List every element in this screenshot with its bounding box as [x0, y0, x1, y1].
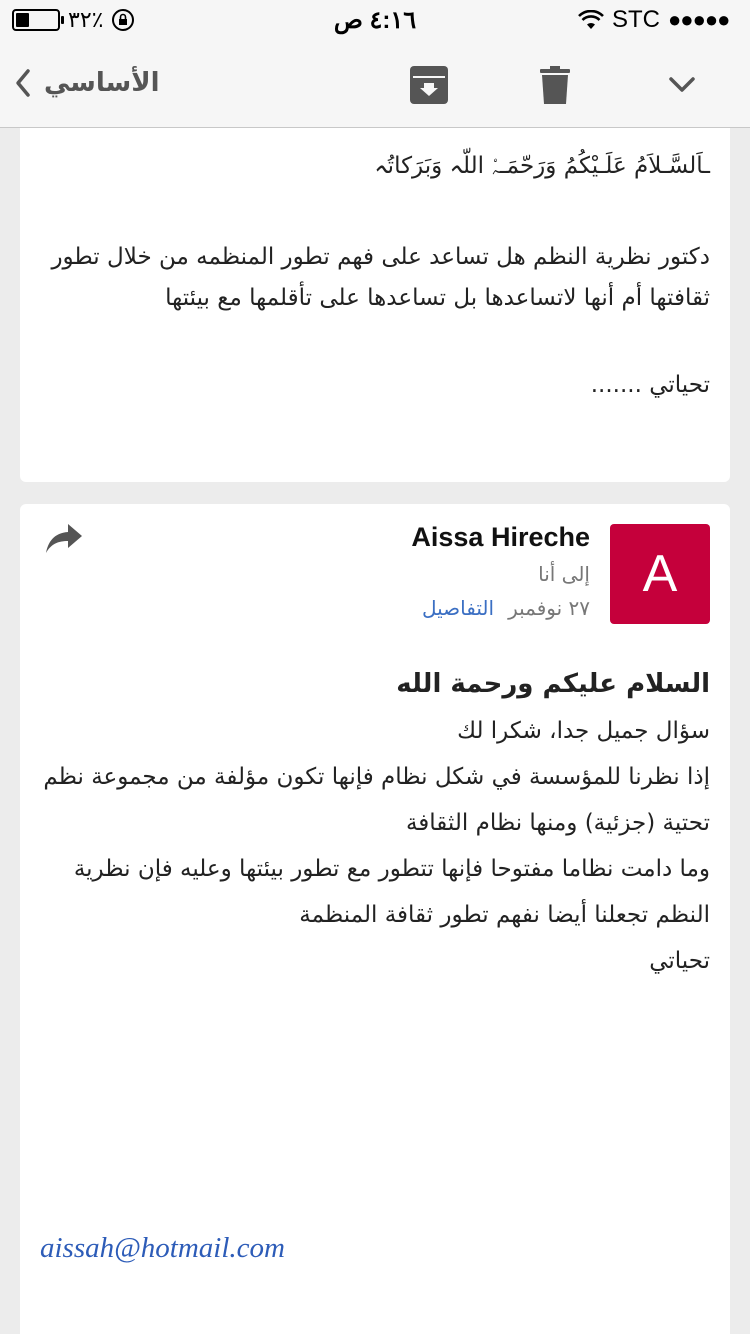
message-line: وما دامت نظاما مفتوحا فإنها تتطور مع تطور بيئتها وعليه فإن نظرية: [73, 856, 710, 882]
message-body: [40, 146, 710, 406]
sender-name[interactable]: Aissa Hireche: [411, 522, 590, 552]
archive-icon[interactable]: [410, 66, 448, 104]
avatar: A: [610, 524, 710, 624]
recipient-line: إلى أنا: [538, 562, 590, 586]
message-line: النظم تجعلنا أيضا نفهم تطور ثقافة المنظمة: [299, 902, 710, 928]
status-time: ٤:١٦ ص: [333, 7, 417, 34]
message-line: ثقافتها أم أنها لاتساعدها بل تساعدها على تأقلمها مع بيئتها: [165, 285, 710, 311]
message-meta: [422, 596, 590, 620]
trash-icon[interactable]: [540, 66, 570, 104]
details-link[interactable]: التفاصيل: [422, 596, 495, 620]
signal-strength: ●●●●●: [668, 7, 730, 32]
message-greeting: السلام عليكم ورحمة الله: [396, 669, 710, 699]
battery-percent: ٣٢٪: [68, 7, 104, 32]
message-card-previous: [20, 128, 730, 482]
wifi-icon: [578, 10, 604, 30]
message-date: ٢٧ نوفمبر: [508, 596, 590, 620]
status-bar: [0, 0, 750, 40]
status-network-group: [578, 6, 729, 34]
carrier-name: STC: [612, 6, 660, 33]
chevron-down-icon[interactable]: [668, 76, 696, 94]
message-signoff: تحياتي: [649, 948, 710, 974]
chevron-left-icon: [14, 68, 32, 98]
email-link[interactable]: aissah@hotmail.com: [40, 1232, 285, 1264]
forward-icon[interactable]: [44, 522, 84, 556]
message-line: إذا نظرنا للمؤسسة في شكل نظام فإنها تكون مؤلفة من مجموعة نظم: [43, 764, 710, 790]
back-label: الأساسي: [44, 68, 160, 98]
back-button[interactable]: [14, 68, 159, 98]
message-card-reply: [20, 504, 730, 1334]
message-line: تحتية (جزئية) ومنها نظام الثقافة: [405, 810, 710, 836]
message-body: [40, 660, 710, 984]
message-line: سؤال جميل جدا، شكرا لك: [457, 718, 710, 744]
message-line: دكتور نظرية النظم هل تساعد على فهم تطور المنظمه من خلال تطور: [51, 244, 710, 270]
message-salutation: ـاَلسَّـلاَمُ عَلَـيْكُمُ وَرَحّمَـﮧْ اللّہ وَبَرَكاتُہ: [374, 153, 710, 179]
message-signoff: تحياتي .......: [590, 372, 710, 398]
navigation-bar: [0, 40, 750, 128]
